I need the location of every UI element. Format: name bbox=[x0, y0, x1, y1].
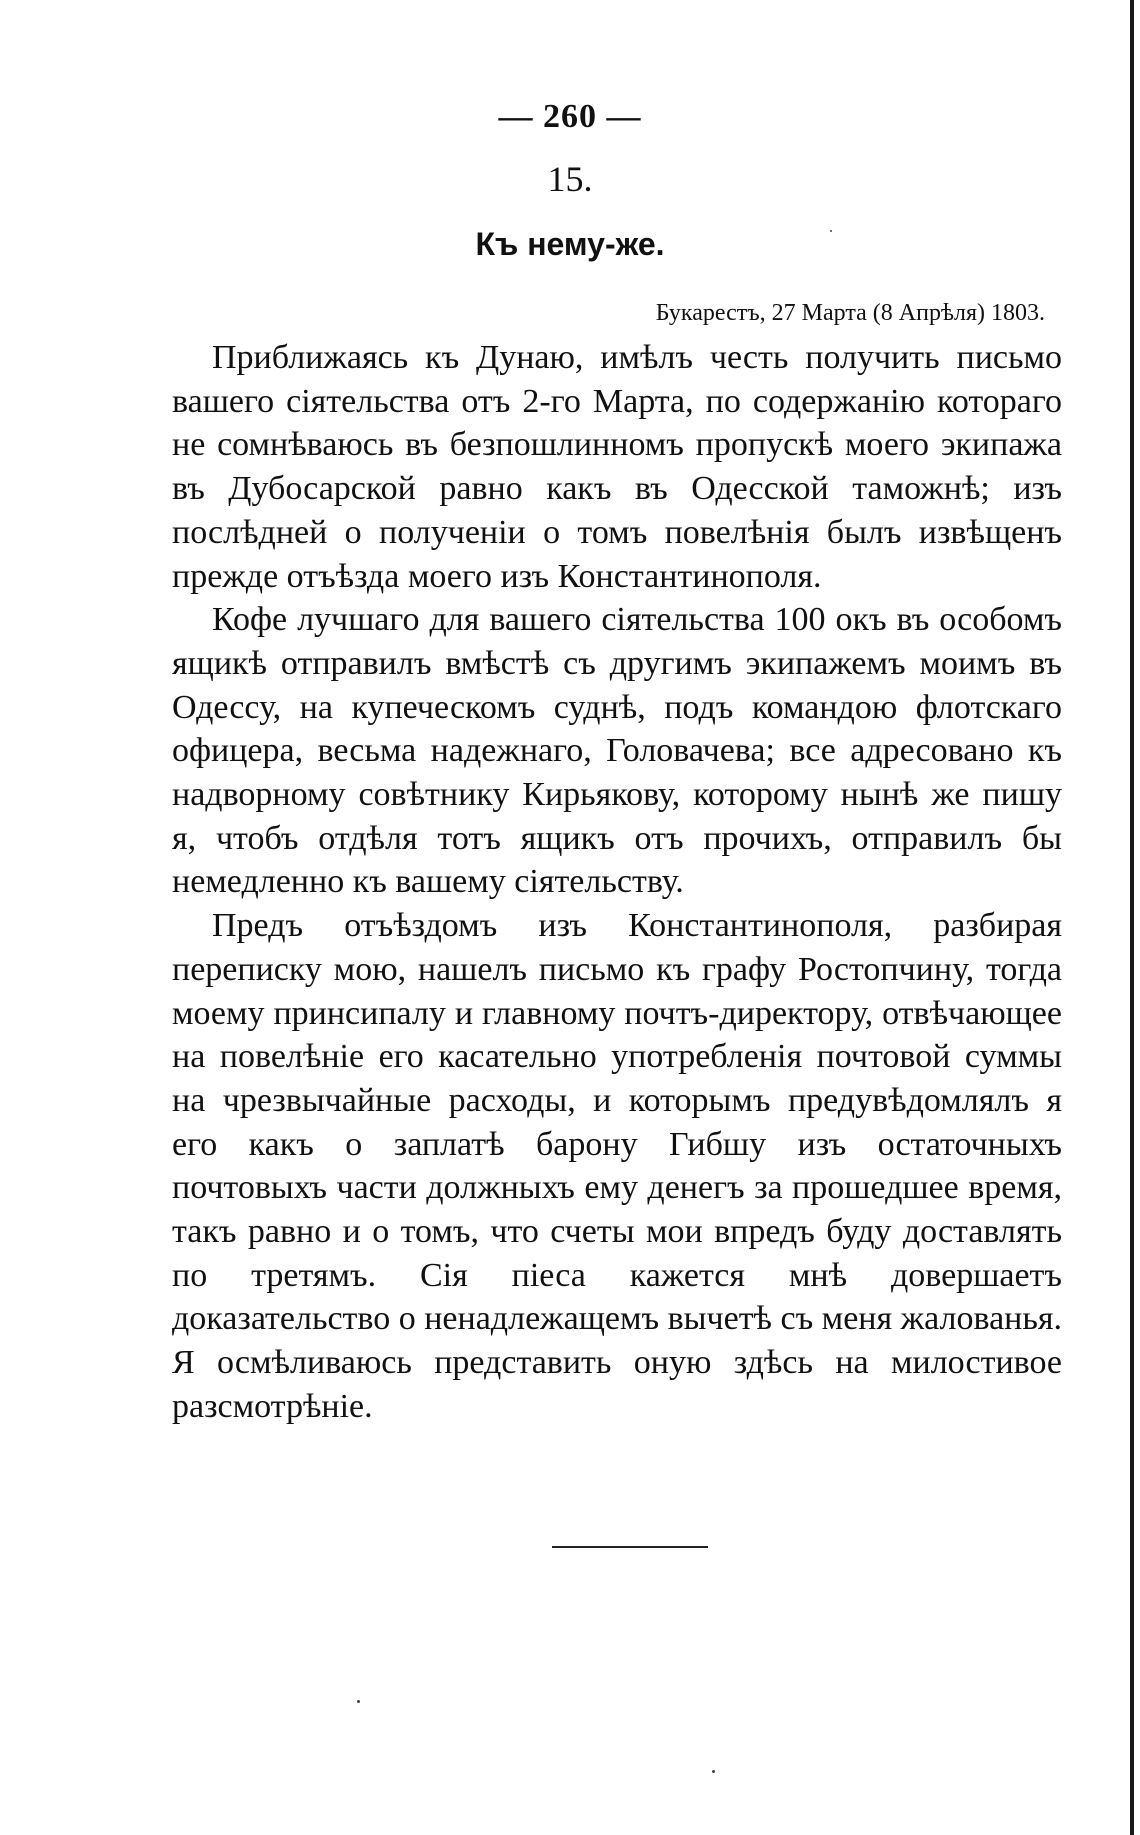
page-edge bbox=[1130, 0, 1134, 1835]
scan-speck bbox=[712, 1770, 715, 1773]
letter-heading: Къ нему-же. bbox=[475, 226, 665, 262]
paragraph-2: Кофе лучшаго для вашего сіятельства 100 окъ въ особомъ ящикѣ отправилъ вмѣстѣ съ другимъ экипажемъ моимъ въ Одессу, на купеческомъ суднѣ, подъ командою флотскаго офицера, весьма надежнаго, Головачева; все адресовано къ надворному совѣтнику Кирьякову, которому нынѣ же пишу я, чтобъ отдѣля тотъ ящикъ отъ прочихъ, отправилъ бы немедленно къ вашему сіятельству. bbox=[172, 601, 1062, 901]
page-number: — 260 — bbox=[498, 98, 642, 135]
letter-number: 15. bbox=[547, 159, 593, 199]
scan-speck bbox=[357, 1700, 360, 1703]
scan-speck bbox=[830, 230, 832, 232]
dateline: Букарестъ, 27 Марта (8 Апрѣля) 1803. bbox=[655, 300, 1045, 326]
letter-body bbox=[172, 336, 1062, 1429]
paragraph-1: Приближаясь къ Дунаю, имѣлъ честь получить письмо вашего сіятельства отъ 2-го Марта, по содержанію котораго не сомнѣваюсь въ безпошлинномъ пропускѣ моего экипажа въ Дубосарской равно какъ въ Одесской таможнѣ; изъ послѣдней о полученіи о томъ повелѣнія былъ извѣщенъ прежде отъѣзда моего изъ Константинополя. bbox=[172, 339, 1062, 595]
closing-rule bbox=[552, 1546, 708, 1548]
paragraph-3: Предъ отъѣздомъ изъ Константинополя, разбирая переписку мою, нашелъ письмо къ графу Ростопчину, тогда моему принсипалу и главному почтъ-директору, отвѣчающее на повелѣніе его касательно употребленія почтовой суммы на чрезвычайные расходы, и которымъ предувѣдомлялъ я его какъ о заплатѣ барону Гибшу изъ остаточныхъ почтовыхъ части должныхъ ему денегъ за прошедшее время, такъ равно и о томъ, что счеты мои впредъ буду доставлять по третямъ. Сія піеса кажется мнѣ довершаетъ доказательство о ненадлежащемъ вычетѣ съ меня жалованья. Я осмѣливаюсь представить оную здѣсь на милостивое разсмотрѣніе. bbox=[172, 907, 1063, 1425]
